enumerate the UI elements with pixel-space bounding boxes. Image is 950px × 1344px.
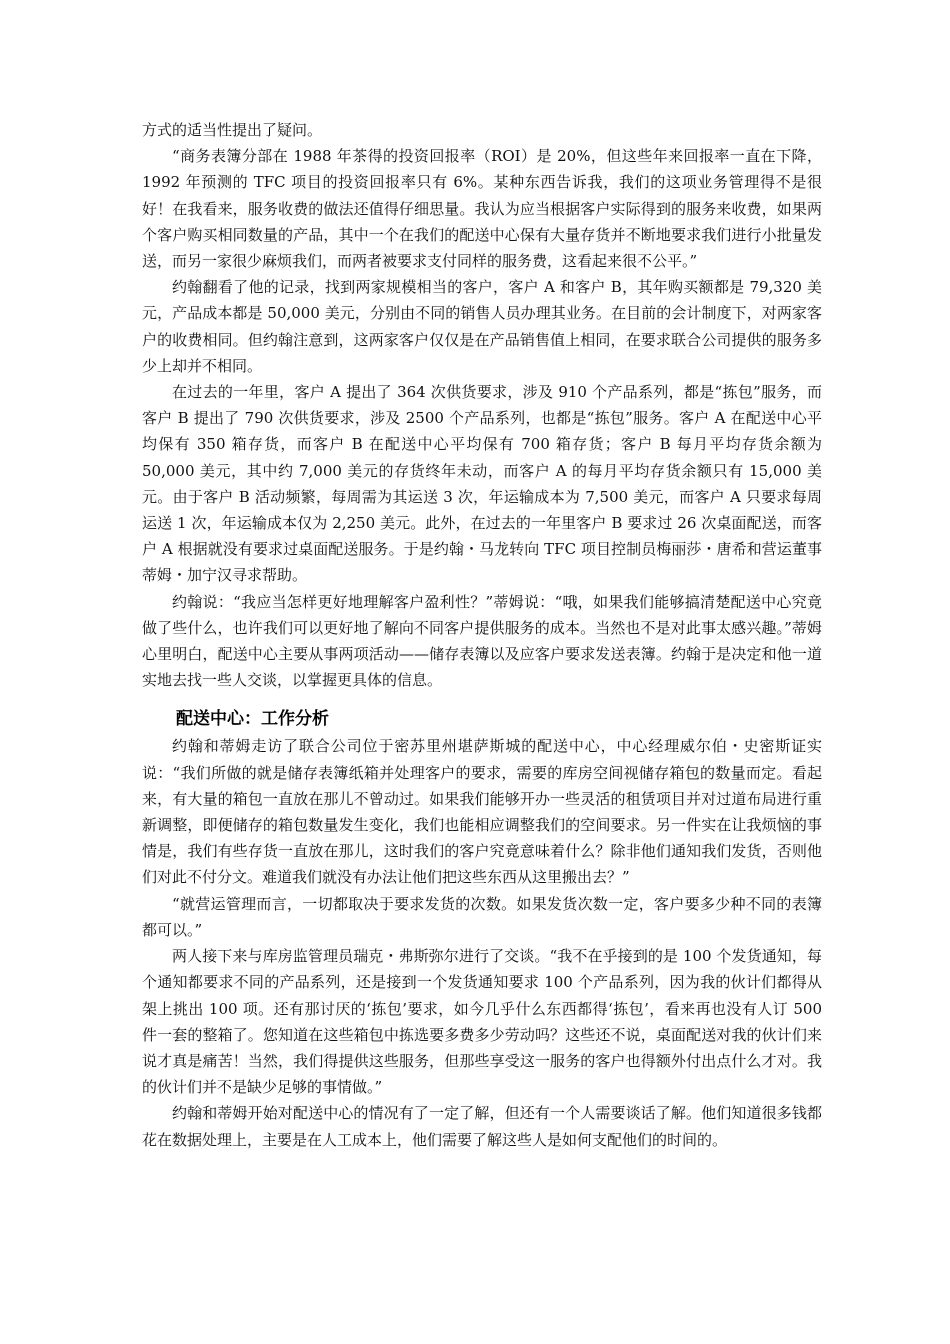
paragraph-roi-quote: “商务表簿分部在 1988 年茶得的投资回报率（ROI）是 20%，但这些年来回报率一直在下降，1992 年预测的 TFC 项目的投资回报率只有 6%。某种东西告诉我，我们的这项业务管理得不是很好！在我看来，服务收费的做法还值得仔细思量。我认为应当根据客户实际得到的服务来收费，如果两个客户购买相同数量的产品，其中一个在我们的配送中心保有大量存货并不断地要求我们进行小批量发送，而另一家很少麻烦我们，而两者被要求支付同样的服务费，这看起来很不公平。”	[142, 147, 822, 271]
section-heading: 配送中心：工作分析	[176, 709, 329, 730]
paragraph-operations-quote: “就营运管理而言，一切都取决于要求发货的次数。如果发货次数一定，客户要多少种不同的表簿都可以。”	[142, 894, 822, 939]
document-page	[142, 117, 822, 1153]
paragraph-customer-comparison: 约翰翻看了他的记录，找到两家规模相当的客户，客户 A 和客户 B，其年购买额都是 79,320 美元，产品成本都是 50,000 美元，分别由不同的销售人员办理其业务。在目前的会计制度下，对两家客户的收费相同。但约翰注意到，这两家客户仅仅是在产品销售值上相同，在要求联合公司提供的服务多少上却并不相同。	[142, 278, 822, 375]
paragraph-continuation: 方式的适当性提出了疑问。	[142, 121, 323, 139]
paragraph-data-processing: 约翰和蒂姆开始对配送中心的情况有了一定了解，但还有一个人需要谈话了解。他们知道很多钱都花在数据处理上，主要是在人工成本上，他们需要了解这些人是如何支配他们的时间的。	[142, 1104, 822, 1149]
paragraph-profitability-question: 约翰说：“我应当怎样更好地理解客户盈利性？”蒂姆说：“哦，如果我们能够搞清楚配送中心究竟做了些什么，也许我们可以更好地了解向不同客户提供服务的成本。当然也不是对此事太感兴趣。”蒂姆心里明白，配送中心主要从事两项活动——储存表簿以及应客户要求发送表簿。约翰于是决定和他一道实地去找一些人交谈，以掌握更具体的信息。	[142, 592, 822, 690]
paragraph-distribution-visit: 约翰和蒂姆走访了联合公司位于密苏里州堪萨斯城的配送中心，中心经理威尔伯・史密斯证实说：“我们所做的就是储存表簿纸箱并处理客户的要求，需要的库房空间视储存箱包的数量而定。看起来，有大量的箱包一直放在那儿不曾动过。如果我们能够开办一些灵活的租赁项目并对过道布局进行重新调整，即便储存的箱包数量发生变化，我们也能相应调整我们的空间要求。另一件实在让我烦恼的事情是，我们有些存货一直放在那儿，这时我们的客户究竟意味着什么？除非他们通知我们发货，否则他们对此不付分文。难道我们就没有办法让他们把这些东西从这里搬出去？”	[142, 737, 822, 887]
paragraph-warehouse-supervisor: 两人接下来与库房监管理员瑞克・弗斯弥尔进行了交谈。“我不在乎接到的是 100 个发货通知，每个通知都要求不同的产品系列，还是接到一个发货通知要求 100 个产品系列，因为我的伙计们都得从架上挑出 100 项。还有那讨厌的‘拣包’要求，如今几乎什么东西都得‘拣包’，看来再也没有人订 500 件一套的整箱了。您知道在这些箱包中拣选要多费多少劳动吗？这些还不说，桌面配送对我的伙计们来说才真是痛苦！当然，我们得提供这些服务，但那些享受这一服务的客户也得额外付出点什么才对。我的伙计们并不是缺少足够的事情做。”	[142, 947, 822, 1097]
paragraph-service-details: 在过去的一年里，客户 A 提出了 364 次供货要求，涉及 910 个产品系列，都是“拣包”服务，而客户 B 提出了 790 次供货要求，涉及 2500 个产品系列，也都是“拣包”服务。客户 A 在配送中心平均保有 350 箱存货，而客户 B 在配送中心平均保有 700 箱存货；客户 B 每月平均存货余额为 50,000 美元，其中约 7,000 美元的存货终年未动，而客户 A 的每月平均存货余额只有 15,000 美元。由于客户 B 活动频繁，每周需为其运送 3 次，年运输成本为 7,500 美元，而客户 A 只要求每周运送 1 次，年运输成本仅为 2,250 美元。此外，在过去的一年里客户 B 要求过 26 次桌面配送，而客户 A 根据就没有要求过桌面配送服务。于是约翰・马龙转向 TFC 项目控制员梅丽莎・唐希和营运董事蒂姆・加宁汉寻求帮助。	[142, 383, 822, 585]
